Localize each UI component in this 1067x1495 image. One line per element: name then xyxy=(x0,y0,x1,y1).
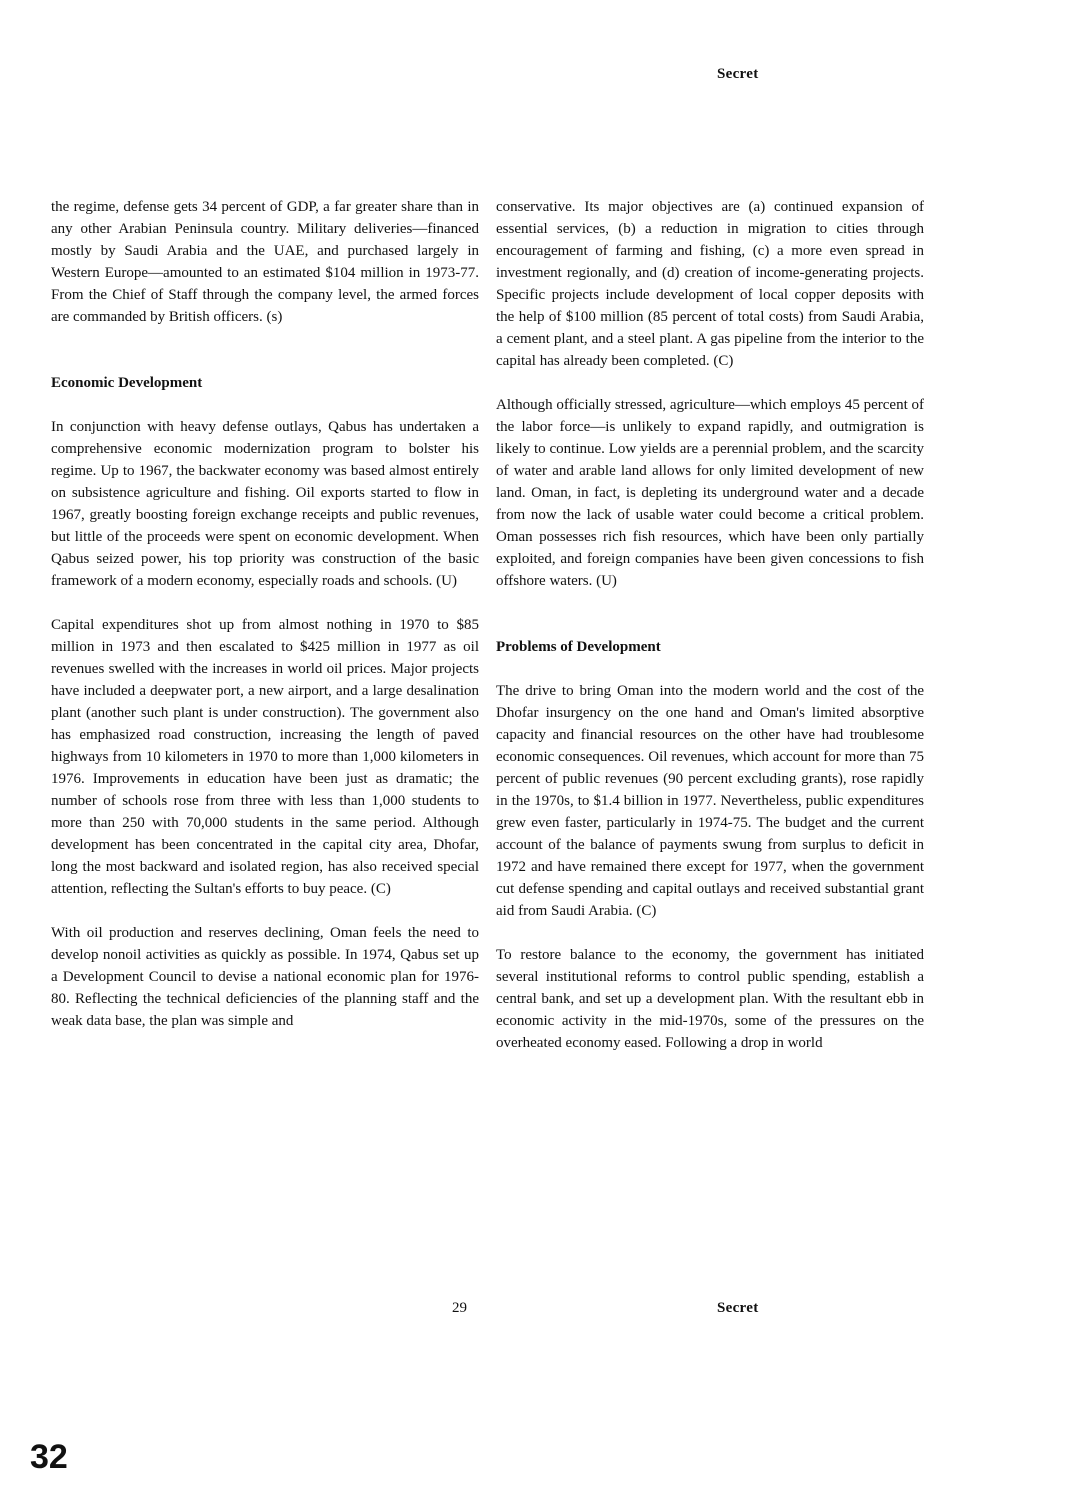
paragraph: In conjunction with heavy defense outlays, Qabus has undertaken a comprehensive economic modernization program to bolster his regime. Up to 1967, the backwater economy was based almost entirely on subsistence agriculture and fishing. Oil exports started to flow in 1967, greatly boosting foreign exchange receipts and public revenues, but little of the proceeds were spent on economic development. When Qabus seized power, his top priority was construction of the basic framework of a modern economy, especially roads and schools. (U) xyxy=(51,419,479,589)
left-column xyxy=(51,196,479,1054)
section-heading-problems-of-development: Problems of Development xyxy=(496,639,661,655)
folio-number: 32 xyxy=(30,1438,68,1476)
paragraph: Capital expenditures shot up from almost nothing in 1970 to $85 million in 1973 and then escalated to $425 million in 1977 as oil revenues swelled with the increases in world oil prices. Major projects have included a deepwater port, a new airport, and a large desalination plant (another such plant is under construction). The government also has emphasized road construction, increasing the length of paved highways from 10 kilometers in 1970 to more than 1,000 kilometers in 1976. Improvements in education have been just as dramatic; the number of schools rose from three with less than 1,000 students to more than 250 with 70,000 students in the same period. Although development has been concentrated in the capital city area, Dhofar, long the most backward and isolated region, has also received special attention, reflecting the Sultan's efforts to buy peace. (C) xyxy=(51,617,479,897)
paragraph: The drive to bring Oman into the modern world and the cost of the Dhofar insurgency on the one hand and Oman's limited absorptive capacity and financial resources on the other have had troublesome economic consequences. Oil revenues, which account for more than 75 percent of public revenues (90 percent excluding grants), rose rapidly in the 1970s, to $1.4 billion in 1977. Nevertheless, public expenditures grew even faster, particularly in 1974-75. The budget and the current account of the balance of payments swung from surplus to deficit in 1972 and have remained there except for 1977, when the government cut defense spending and capital outlays and received substantial grant aid from Saudi Arabia. (C) xyxy=(496,683,924,919)
paragraph: With oil production and reserves declining, Oman feels the need to develop nonoil activities as quickly as possible. In 1974, Qabus set up a Development Council to devise a national economic plan for 1976-80. Reflecting the technical deficiencies of the planning staff and the weak data base, the plan was simple and xyxy=(51,925,479,1029)
page-number: 29 xyxy=(452,1300,467,1316)
spacer xyxy=(51,350,479,372)
spacer xyxy=(496,614,924,636)
classification-marking-top: Secret xyxy=(717,66,759,82)
right-column xyxy=(496,196,924,1076)
paragraph: the regime, defense gets 34 percent of GDP, a far greater share than in any other Arabian Peninsula country. Military deliveries—financed mostly by Saudi Arabia and the UAE, and purchased largely in Western Europe—amounted to an estimated $104 million in 1973-77. From the Chief of Staff through the company level, the armed forces are commanded by British officers. (s) xyxy=(51,199,479,325)
paragraph: Although officially stressed, agriculture—which employs 45 percent of the labor force—is unlikely to expand rapidly, and outmigration is likely to continue. Low yields are a perennial problem, and the scarcity of water and arable land allows for only limited development of new land. Oman, in fact, is depleting its underground water and a decade from now the lack of usable water could become a critical problem. Oman possesses rich fish resources, which have been only partially exploited, and foreign companies have been given concessions to fish offshore waters. (U) xyxy=(496,397,924,589)
paragraph: conservative. Its major objectives are (a) continued expansion of essential services, (b) a reduction in migration to cities through encouragement of farming and fishing, (c) a more even spread in investment regionally, and (d) creation of income-generating projects. Specific projects include development of local copper deposits with the help of $100 million (85 percent of total costs) from Saudi Arabia, a cement plant, and a steel plant. A gas pipeline from the interior to the capital has already been completed. (C) xyxy=(496,199,924,369)
classification-marking-bottom: Secret xyxy=(717,1300,759,1316)
section-heading-economic-development: Economic Development xyxy=(51,375,203,391)
paragraph: To restore balance to the economy, the government has initiated several institutional reforms to control public spending, establish a central bank, and set up a development plan. With the resultant ebb in economic activity in the mid-1970s, some of the pressures on the overheated economy eased. Following a drop in world xyxy=(496,947,924,1051)
